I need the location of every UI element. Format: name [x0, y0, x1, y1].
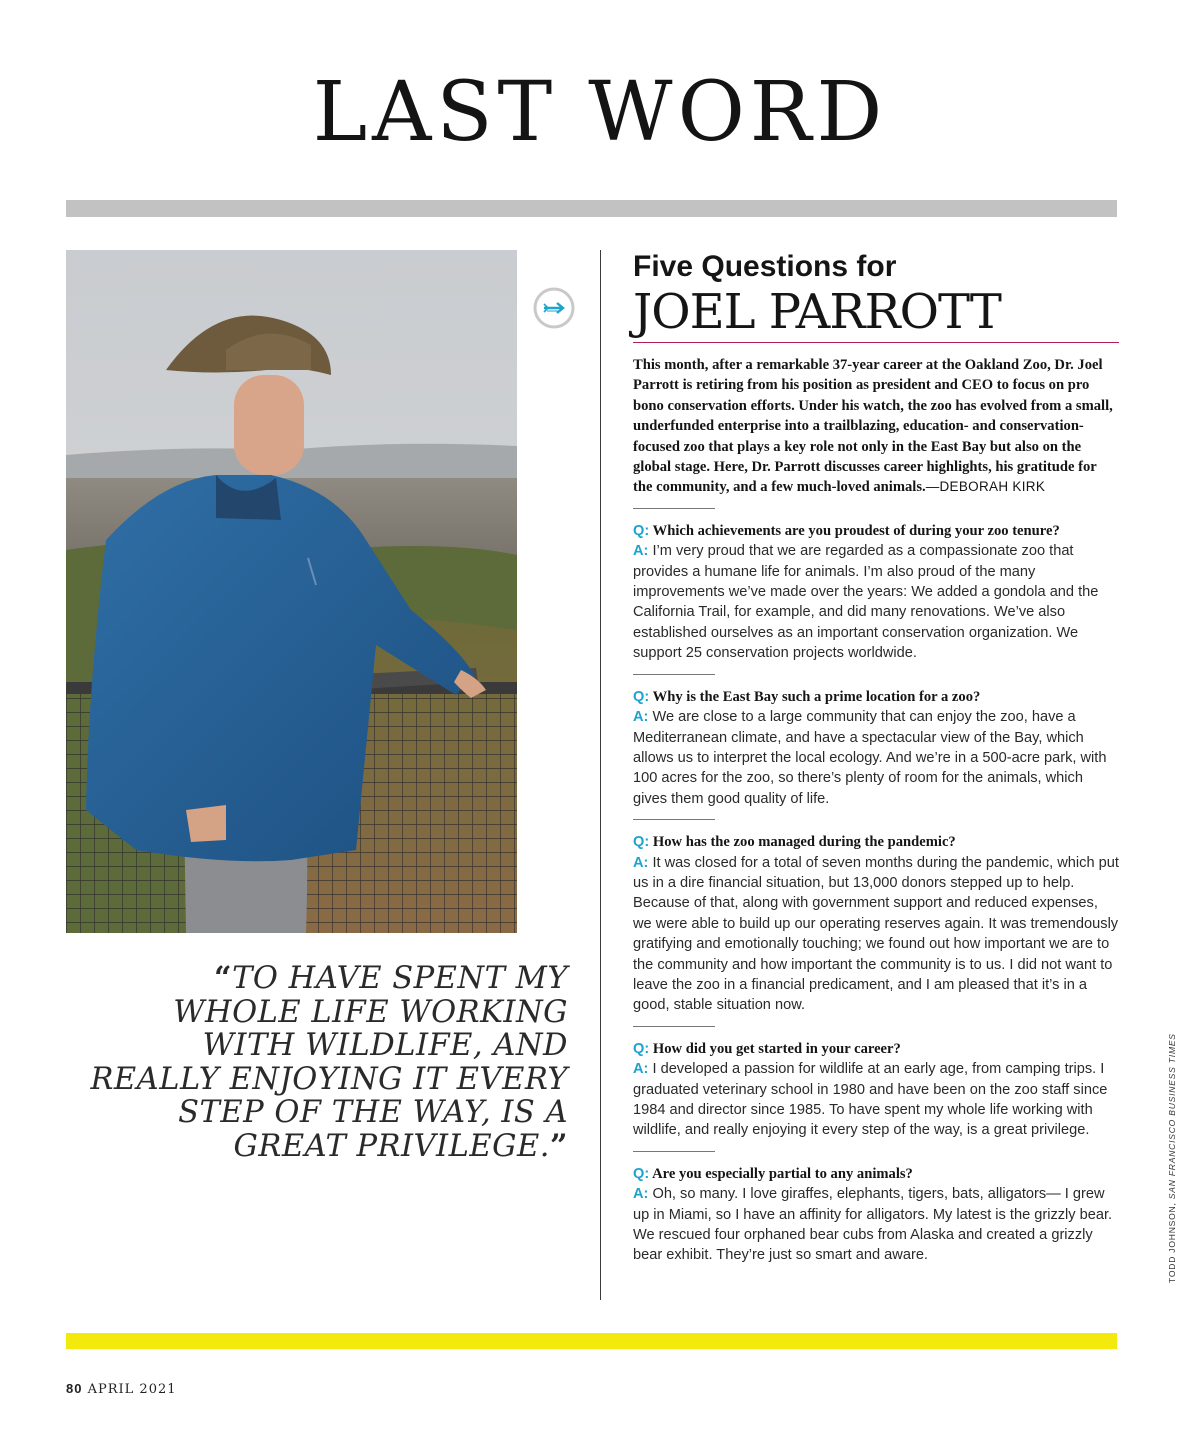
byline: —DEBORAH KIRK: [925, 479, 1046, 495]
answer-text: I developed a passion for wildlife at an early age, from camping trips. I graduated veterinary school in 1980 and have been on the zoo staff since 1984 and director since 1985. To have spent my whole life working with wildlife, and really enjoying it every step of the way, is a great privilege.: [633, 1061, 1108, 1139]
portrait-photo: [66, 250, 517, 933]
qa-item-4: [633, 1039, 1119, 1141]
photo-credit: [1167, 1033, 1177, 1283]
q-label: Q:: [633, 1165, 650, 1182]
q-label: Q:: [633, 834, 650, 851]
section-rule: [633, 1151, 715, 1152]
question-text: Are you especially partial to any animals?: [652, 1165, 913, 1182]
a-label: A:: [633, 709, 649, 726]
a-label: A:: [633, 1061, 649, 1078]
question: [633, 521, 1119, 541]
answer-text: I’m very proud that we are regarded as a compassionate zoo that provides a humane life for animals. I’m also proud of the many improvements we’ve made over the years: We added a gondola and the California Trail, for example, and did many renovations. We’ve also established ourselves as an important conservation organization. We support 25 conservation projects worldwide.: [633, 543, 1099, 662]
section-rule: [633, 819, 715, 820]
a-label: A:: [633, 1186, 649, 1203]
question-text: How did you get started in your career?: [652, 1040, 901, 1057]
pull-quote-text: TO HAVE SPENT MY WHOLE LIFE WORKING WITH WILDLIFE, AND REALLY ENJOYING IT EVERY STEP OF THE WAY, IS A GREAT PRIVILEGE.: [90, 961, 568, 1164]
article-kicker: Five Questions for: [633, 250, 897, 283]
answer-text: Oh, so many. I love giraffes, elephants, tigers, bats, alligators— I grew up in Miami, so I have an affinity for alligators. My latest is the grizzly bear. We rescued four orphaned bear cubs from Alaska and created a grizzly bear exhibit. They’re just so smart and aware.: [633, 1186, 1113, 1264]
qa-item-1: [633, 521, 1119, 664]
issue-date: APRIL 2021: [87, 1382, 177, 1397]
answer-text: We are close to a large community that can enjoy the zoo, have a Mediterranean climate, and have a spectacular view of the Bay, which allows us to interpret the local ecology. And we’re in a 500-acre park, with 100 acres for the zoo, so there’s plenty of room for the animals, which gives them good quality of life.: [633, 709, 1107, 807]
intro-text: This month, after a remarkable 37-year career at the Oakland Zoo, Dr. Joel Parrott is retiring from his position as president and CEO to focus on pro bono conservation efforts. Under his watch, the zoo has evolved from a small, underfunded enterprise into a trailblazing, education- and conservation-focused zoo that plays a key role not only in the East Bay but also on the global stage. Here, Dr. Parrott discusses career highlights, his gratitude for the community, and a few much-loved animals.: [633, 357, 1113, 496]
question-text: Why is the East Bay such a prime location for a zoo?: [652, 688, 981, 705]
section-rule: [633, 674, 715, 675]
title-rule: [633, 342, 1119, 343]
arrow-circle-icon: [533, 287, 575, 329]
question-text: Which achievements are you proudest of during your zoo tenure?: [652, 522, 1060, 539]
question: [633, 1164, 1119, 1184]
article-title: JOEL PARROTT: [633, 284, 1001, 340]
pull-quote: [86, 962, 568, 1163]
masthead-title: LAST WORD: [312, 65, 888, 160]
question: [633, 687, 1119, 707]
q-label: Q:: [633, 688, 650, 705]
answer: [633, 707, 1119, 809]
q-label: Q:: [633, 522, 650, 539]
qa-item-3: [633, 832, 1119, 1016]
section-rule: [633, 1026, 715, 1027]
page-folio: [66, 1381, 177, 1397]
credit-photographer: TODD JOHNSON,: [1167, 1202, 1177, 1283]
qa-item-5: [633, 1164, 1119, 1266]
question: [633, 1039, 1119, 1059]
header-divider: [66, 200, 1117, 217]
article-column: [633, 250, 1119, 1266]
pull-quote-open: “: [214, 960, 233, 996]
answer: [633, 1059, 1119, 1141]
credit-publication: SAN FRANCISCO BUSINESS TIMES: [1167, 1033, 1177, 1200]
answer: [633, 853, 1119, 1016]
q-label: Q:: [633, 1040, 650, 1057]
column-divider: [600, 250, 601, 1300]
question-text: How has the zoo managed during the pandemic?: [652, 834, 956, 851]
footer-bar: [66, 1333, 1117, 1349]
pull-quote-close: ”: [549, 1127, 568, 1164]
page-number: 80: [66, 1381, 83, 1396]
question: [633, 832, 1119, 852]
answer-text: It was closed for a total of seven months during the pandemic, which put us in a dire financial situation, but 13,000 donors stepped up to help. Because of that, along with government support and reduced expenses, we were able to build up our operating reserves again. It was tremendously gratifying and emotionally touching; we found out how important we are to the community and how important the community is to us. I did not want to leave the zoo in a financial predicament, and I am pleased that it’s in a good, stable situation now.: [633, 854, 1119, 1014]
article-intro: [633, 355, 1119, 498]
answer: [633, 541, 1119, 663]
answer: [633, 1184, 1119, 1266]
qa-item-2: [633, 687, 1119, 809]
section-rule: [633, 508, 715, 509]
a-label: A:: [633, 854, 649, 871]
a-label: A:: [633, 543, 649, 560]
